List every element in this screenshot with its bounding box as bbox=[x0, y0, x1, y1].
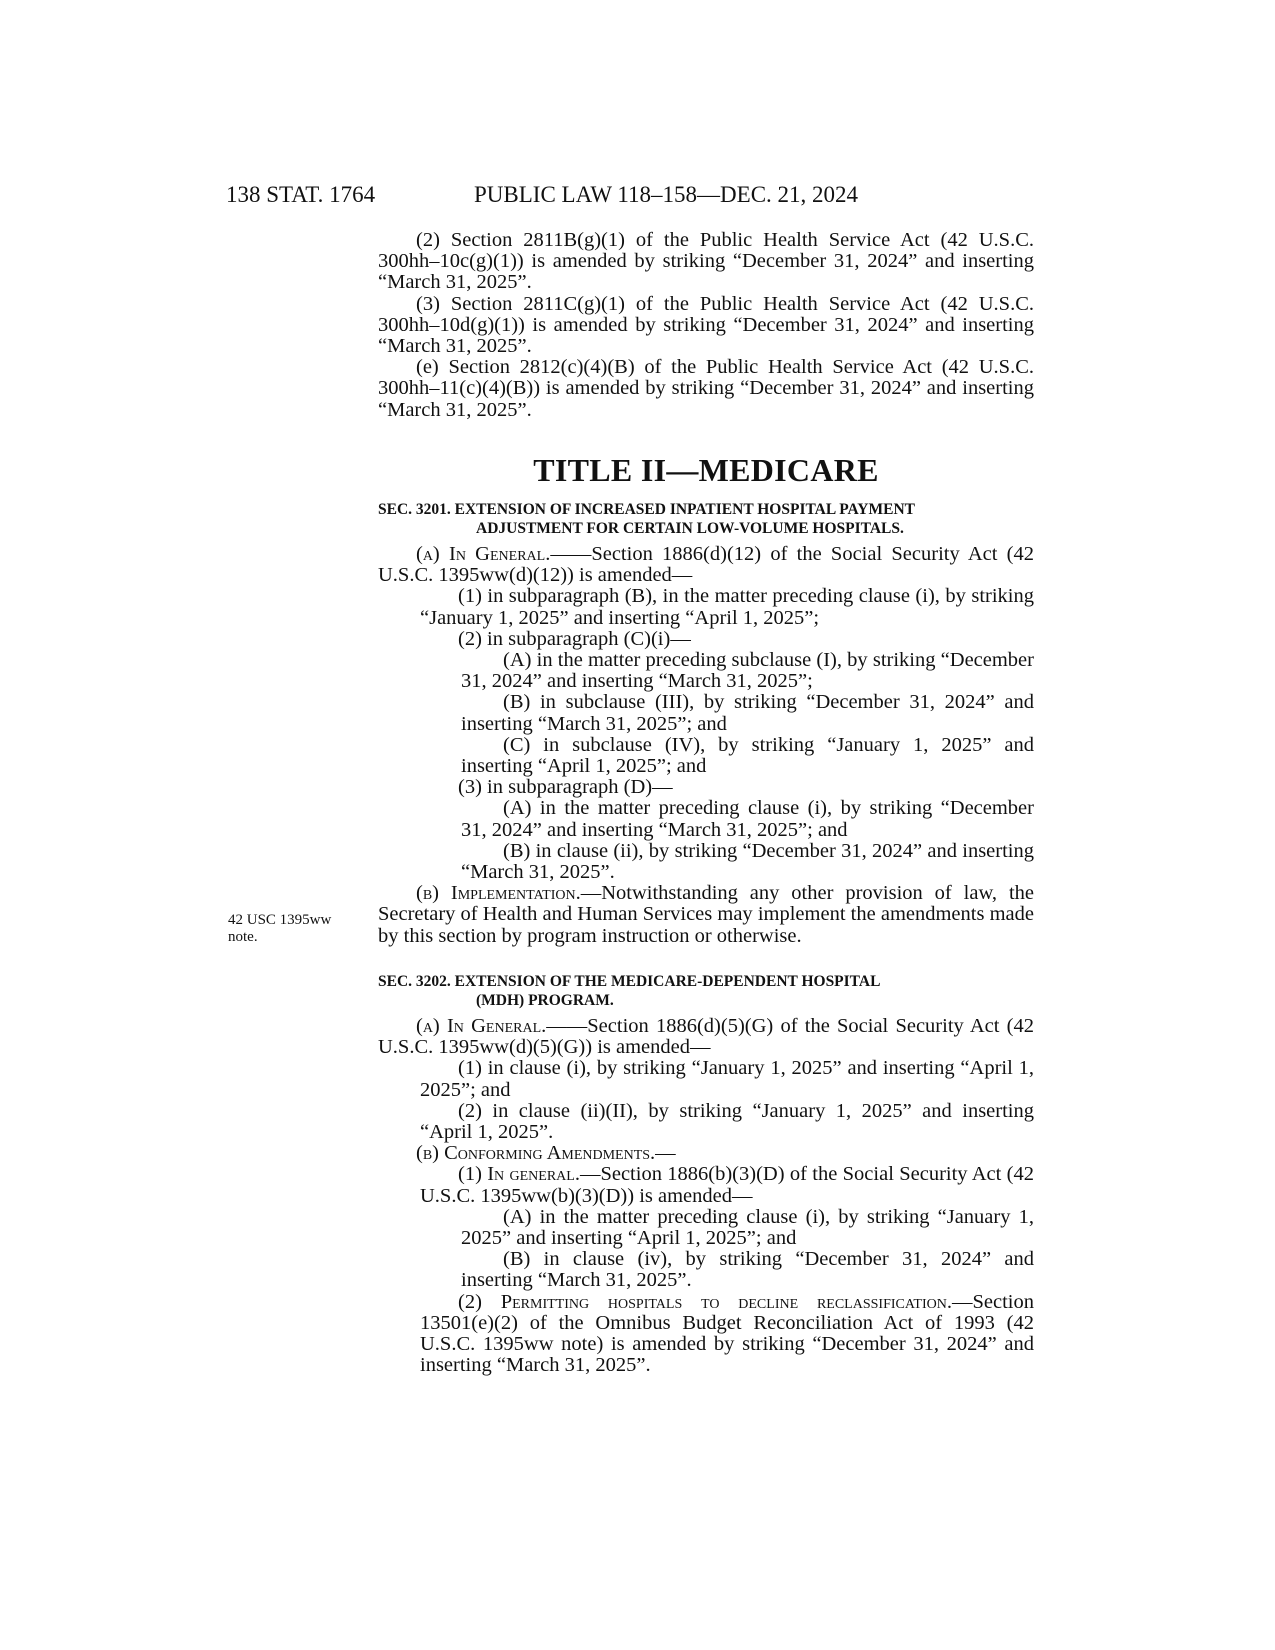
subsection-a-label: (a) In General. bbox=[416, 543, 551, 565]
paragraph-3: (3) in subparagraph (D)— bbox=[458, 776, 673, 799]
paragraph-3: (3) Section 2811C(g)(1) of the Public Health Service Act (42 U.S.C. 300hh–10d(g)(1)) is amended by striking “December 31, 2024” and inserting “March 31, 2025”. bbox=[378, 292, 1034, 358]
subsection-b-text: —Notwithstanding any other provision of law, the Secretary of Health and Human Services may implement the amendments made by this section by program instruction or otherwise. bbox=[378, 882, 1035, 947]
subsection-a-label: (a) In General. bbox=[416, 1015, 547, 1037]
public-law-citation: PUBLIC LAW 118–158—DEC. 21, 2024 bbox=[474, 182, 859, 207]
section-heading bbox=[378, 500, 1034, 538]
paragraph-1: (1) in subparagraph (B), in the matter preceding clause (i), by striking “January 1, 2025” and inserting “April 1, 2025”; bbox=[420, 585, 1034, 629]
subsection-b-label: (b) Conforming Amendments. bbox=[416, 1142, 656, 1165]
subsection-b bbox=[378, 1143, 1034, 1164]
subparagraph-b1B: (B) in clause (iv), by striking “December 31, 2024” and inserting “March 31, 2025”. bbox=[461, 1248, 1034, 1292]
subsection-b-text: — bbox=[655, 1142, 676, 1165]
subparagraph-3A: (A) in the matter preceding clause (i), by striking “December 31, 2024” and inserting “March 31, 2025”; and bbox=[461, 797, 1034, 841]
margin-note-line1: 42 USC 1395ww bbox=[228, 912, 332, 928]
paragraph-2: (2) in subparagraph (C)(i)— bbox=[458, 627, 691, 650]
section-heading-line2: ADJUSTMENT FOR CERTAIN LOW-VOLUME HOSPITALS. bbox=[476, 520, 904, 537]
section-heading-line2: (MDH) PROGRAM. bbox=[476, 992, 614, 1009]
section-heading-line1: SEC. 3201. EXTENSION OF INCREASED INPATIENT HOSPITAL PAYMENT bbox=[378, 501, 916, 518]
subsection-b bbox=[378, 883, 1034, 947]
subsection-a-text: ——Section 1886(d)(5)(G) of the Social Security Act (42 U.S.C. 1395ww(d)(5)(G)) is amended— bbox=[378, 1015, 1034, 1059]
title-heading: TITLE II—MEDICARE bbox=[533, 452, 879, 488]
subsection-a bbox=[378, 1016, 1034, 1058]
paragraph-e: (e) Section 2812(c)(4)(B) of the Public Health Service Act (42 U.S.C. 300hh–11(c)(4)(B)) is amended by striking “December 31, 2024” and inserting “March 31, 2025”. bbox=[378, 356, 1034, 421]
subparagraph-2A: (A) in the matter preceding subclause (I), by striking “December 31, 2024” and inserting “March 31, 2025”; bbox=[461, 649, 1034, 693]
paragraph-b2-label: (2) Permitting hospitals to decline reclassification. bbox=[458, 1290, 952, 1313]
top-section bbox=[378, 230, 1034, 421]
subparagraph-3B: (B) in clause (ii), by striking “December 31, 2024” and inserting “March 31, 2025”. bbox=[461, 839, 1034, 884]
margin-note-line2: note. bbox=[228, 929, 258, 945]
paragraph-b1-label: (1) In general. bbox=[458, 1163, 580, 1186]
paragraph-1: (1) in clause (i), by striking “January 1, 2025” and inserting “April 1, 2025”; and bbox=[420, 1057, 1034, 1101]
subsection-b-label: (b) Implementation. bbox=[416, 882, 581, 905]
paragraph-2: (2) Section 2811B(g)(1) of the Public Health Service Act (42 U.S.C. 300hh–10c(g)(1)) is amended by striking “December 31, 2024” and inserting “March 31, 2025”. bbox=[378, 229, 1034, 294]
paragraph-2: (2) in clause (ii)(II), by striking “January 1, 2025” and inserting “April 1, 2025”. bbox=[420, 1099, 1034, 1144]
paragraph-b1 bbox=[420, 1164, 1034, 1206]
paragraph-b1-text: —Section 1886(b)(3)(D) of the Social Security Act (42 U.S.C. 1395ww(b)(3)(D)) is amended— bbox=[420, 1163, 1034, 1207]
stat-page-number: 138 STAT. 1764 bbox=[226, 182, 376, 207]
subsection-a bbox=[378, 544, 1034, 586]
section-heading-line1: SEC. 3202. EXTENSION OF THE MEDICARE-DEPENDENT HOSPITAL bbox=[378, 973, 881, 990]
margin-note bbox=[228, 912, 331, 946]
subparagraph-2B: (B) in subclause (III), by striking “December 31, 2024” and inserting “March 31, 2025”; and bbox=[461, 691, 1034, 735]
paragraph-b2-text: —Section 13501(e)(2) of the Omnibus Budget Reconciliation Act of 1993 (42 U.S.C. 1395ww note) is amended by striking “December 31, 2024” and inserting “March 31, 2025”. bbox=[420, 1290, 1034, 1377]
subparagraph-b1A: (A) in the matter preceding clause (i), by striking “January 1, 2025” and inserting “April 1, 2025”; and bbox=[461, 1205, 1034, 1250]
section-heading bbox=[378, 972, 1034, 1010]
subparagraph-2C: (C) in subclause (IV), by striking “January 1, 2025” and inserting “April 1, 2025”; and bbox=[461, 733, 1034, 778]
subsection-a-text: ——Section 1886(d)(12) of the Social Security Act (42 U.S.C. 1395ww(d)(12)) is amended— bbox=[378, 543, 1034, 587]
paragraph-b2 bbox=[420, 1292, 1034, 1377]
section-3201 bbox=[378, 500, 1034, 947]
section-3202 bbox=[378, 972, 1034, 1376]
